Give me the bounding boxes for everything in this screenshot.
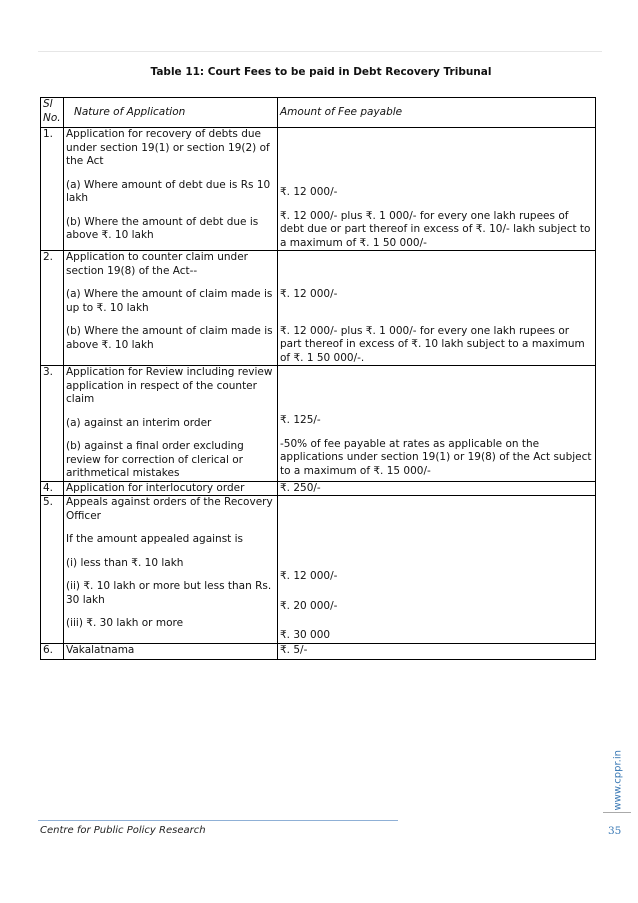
row-option-b: (b) Where the amount of claim made is above ₹. 10 lakh <box>66 325 273 351</box>
row-option-b: (b) against a final order excluding review for correction of clerical or arithmetical mistakes <box>66 440 244 479</box>
row-fee-b: -50% of fee payable at rates as applicable on the applications under section 19(1) or 19(8) of the Act subject to a maximum of ₹. 15 000/- <box>280 437 592 477</box>
row-option-iii: (iii) ₹. 30 lakh or more <box>66 617 184 629</box>
row-intro: Application to counter claim under section 19(8) of the Act-- <box>66 251 248 277</box>
header-sl: Sl No. <box>41 98 64 128</box>
row-fee <box>278 251 596 366</box>
row-fee-i: ₹. 12 000/- <box>280 570 338 582</box>
row-fee-a: ₹. 125/- <box>280 414 321 426</box>
row-fee-b: ₹. 12 000/- plus ₹. 1 000/- for every one lakh rupees or part thereof in excess of ₹. 10 lakh subject to a maximum of ₹. 1 50 000/-. <box>280 324 585 364</box>
row-sl: 4. <box>41 481 64 496</box>
row-sl: 5. <box>41 496 64 644</box>
row-condition: If the amount appealed against is <box>66 533 244 545</box>
row-sl: 3. <box>41 366 64 482</box>
court-fees-table <box>40 97 596 660</box>
top-divider <box>38 51 602 52</box>
header-nature-label: Nature of Application <box>74 105 186 118</box>
row-fee <box>278 128 596 251</box>
row-fee-ii: ₹. 20 000/- <box>280 599 338 612</box>
row-fee-a: ₹. 12 000/- <box>280 288 338 300</box>
row-fee <box>278 366 596 482</box>
footer-divider <box>38 820 398 821</box>
row-fee-b: ₹. 12 000/- plus ₹. 1 000/- for every one lakh rupees of debt due or part thereof in excess of ₹. 10/- lakh subject to a maximum of ₹. 1 50 000/- <box>280 209 591 249</box>
table-header-row <box>41 98 596 128</box>
table-row <box>41 251 596 366</box>
row-option-ii: (ii) ₹. 10 lakh or more but less than Rs. 30 lakh <box>66 580 272 606</box>
page-number: 35 <box>608 825 622 837</box>
row-option-a: (a) Where the amount of claim made is up to ₹. 10 lakh <box>66 288 273 314</box>
page-number-divider <box>603 812 631 813</box>
row-sl: 6. <box>41 643 64 659</box>
table-row <box>41 643 596 659</box>
table-row <box>41 128 596 251</box>
table-row <box>41 366 596 482</box>
table-title: Table 11: Court Fees to be paid in Debt Recovery Tribunal <box>150 66 492 78</box>
header-nature <box>64 98 278 128</box>
row-option-i: (i) less than ₹. 10 lakh <box>66 556 184 569</box>
row-nature <box>64 496 278 644</box>
footer-organization: Centre for Public Policy Research <box>40 825 206 836</box>
row-fee: ₹. 5/- <box>278 643 596 659</box>
row-nature <box>64 251 278 366</box>
row-nature <box>64 366 278 482</box>
row-sl: 2. <box>41 251 64 366</box>
row-option-a: (a) Where amount of debt due is Rs 10 lakh <box>66 178 271 204</box>
row-sl: 1. <box>41 128 64 251</box>
row-nature: Application for interlocutory order <box>64 481 278 496</box>
row-intro: Application for recovery of debts due under section 19(1) or section 19(2) of the Act <box>66 128 270 167</box>
website-margin-text <box>608 745 628 815</box>
row-nature: Vakalatnama <box>64 643 278 659</box>
row-intro: Application for Review including review application in respect of the counter claim <box>66 366 273 405</box>
row-fee-a: ₹. 12 000/- <box>280 186 338 198</box>
website-url: www.cppr.in <box>612 750 624 811</box>
table-row <box>41 481 596 496</box>
row-option-a: (a) against an interim order <box>66 416 212 429</box>
row-option-b: (b) Where the amount of debt due is above ₹. 10 lakh <box>66 215 259 241</box>
row-fee-iii: ₹. 30 000 <box>280 629 331 641</box>
table-row <box>41 496 596 644</box>
row-fee: ₹. 250/- <box>278 481 596 496</box>
header-amount: Amount of Fee payable <box>278 98 596 128</box>
row-intro: Appeals against orders of the Recovery Officer <box>66 496 273 522</box>
row-fee <box>278 496 596 644</box>
row-nature <box>64 128 278 251</box>
